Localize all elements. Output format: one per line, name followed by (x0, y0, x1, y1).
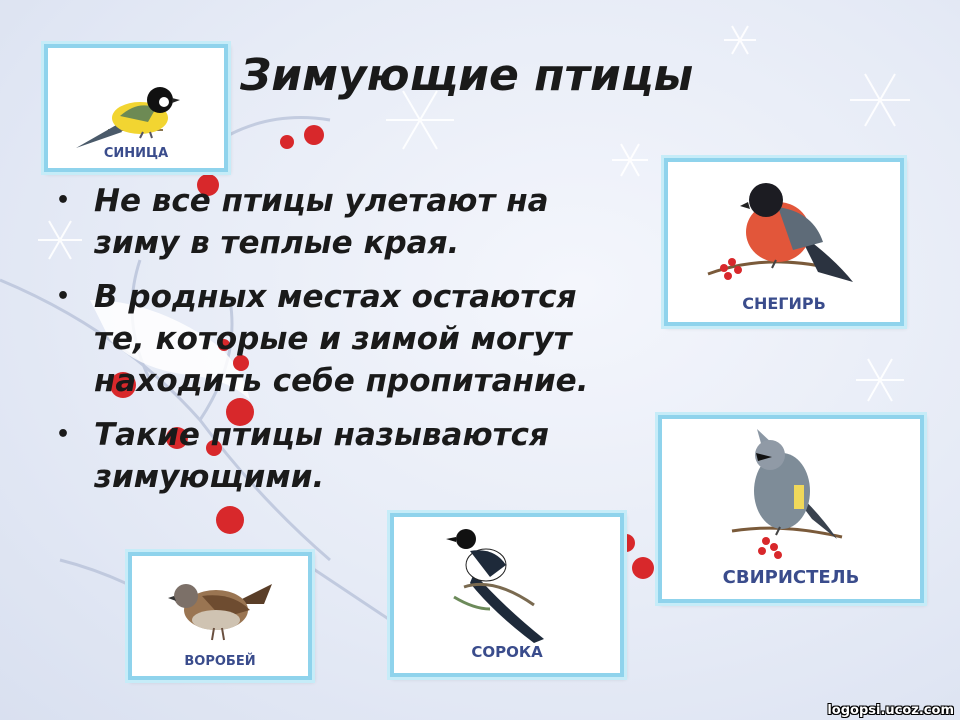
bird-label: ВОРОБЕЙ (184, 654, 256, 669)
bullet-text: Такие птицы называются зимующими. (94, 417, 549, 495)
bird-card-soroka (390, 513, 624, 677)
bullet-marker: • (56, 284, 71, 309)
bird-card-vorobey (128, 552, 312, 680)
bullet-item (56, 180, 616, 264)
bullet-text: В родных местах остаются те, которые и зимой могут находить себе пропитание. (94, 279, 589, 399)
watermark: logopsi.ucoz.com (827, 703, 954, 718)
bird-label: СИНИЦА (103, 146, 169, 161)
bird-card-snegir (664, 158, 904, 326)
bird-label: СНЕГИРЬ (742, 294, 826, 313)
bullet-list (56, 180, 616, 510)
bird-label: СОРОКА (471, 643, 543, 661)
bullet-marker: • (56, 188, 71, 213)
bullet-item (56, 414, 616, 498)
bullet-text: Не все птицы улетают на зиму в теплые края. (94, 183, 549, 261)
bullet-marker: • (56, 422, 71, 447)
slide-title: Зимующие птицы (240, 50, 694, 101)
bullet-item (56, 276, 616, 402)
bird-label: СВИРИСТЕЛЬ (722, 567, 860, 588)
bird-card-sinitsa (44, 44, 228, 172)
bird-card-svirisitel (658, 415, 924, 603)
